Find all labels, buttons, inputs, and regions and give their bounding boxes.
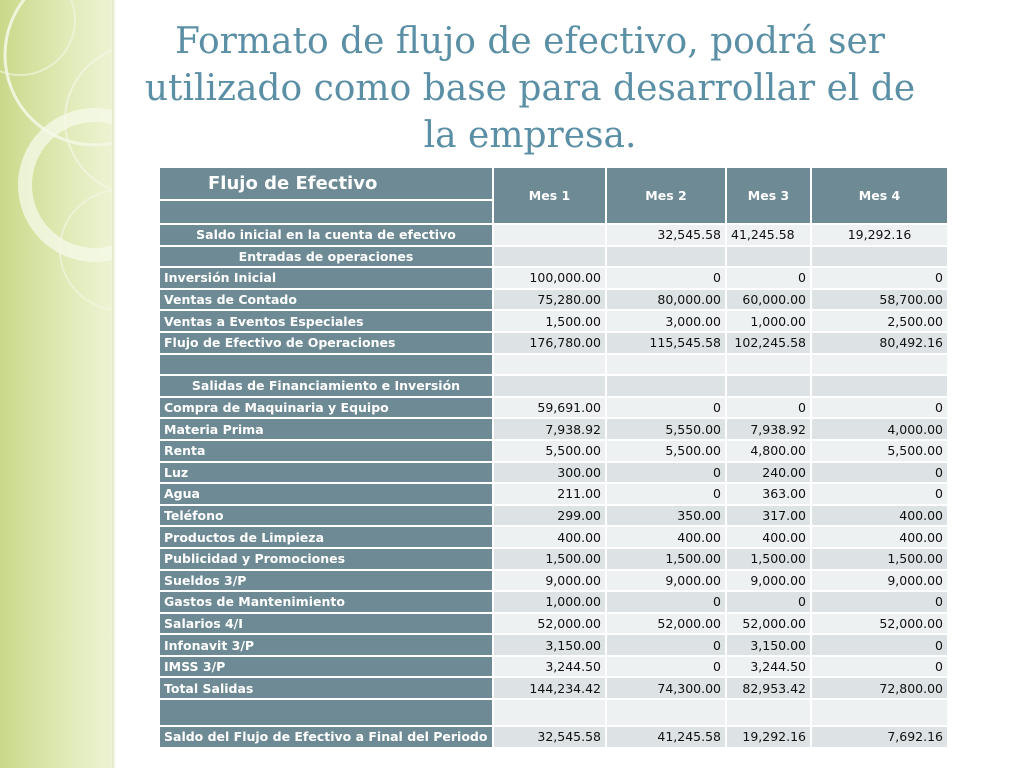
cell-value: 115,545.58 — [606, 332, 726, 354]
cell-value: 52,000.00 — [726, 613, 811, 635]
row-label: Inversión Inicial — [159, 267, 493, 289]
table-row — [159, 462, 948, 484]
final-balance-row — [159, 726, 948, 748]
table-row — [159, 613, 948, 635]
row-label: Productos de Limpieza — [159, 526, 493, 548]
cell-value: 59,691.00 — [493, 397, 606, 419]
cell-value: 299.00 — [493, 505, 606, 527]
cell-value: 0 — [726, 267, 811, 289]
table-row — [159, 677, 948, 699]
empty-cell — [811, 246, 948, 268]
table-row — [159, 440, 948, 462]
row-label: Saldo inicial en la cuenta de efectivo — [159, 224, 493, 246]
cell-value: 3,244.50 — [726, 656, 811, 678]
cell-value: 317.00 — [726, 505, 811, 527]
row-label: Renta — [159, 440, 493, 462]
row-label: Total Salidas — [159, 677, 493, 699]
empty-cell — [811, 699, 948, 726]
empty-cell — [606, 375, 726, 397]
cell-value: 0 — [811, 462, 948, 484]
cell-value: 9,000.00 — [726, 570, 811, 592]
row-label: Ventas a Eventos Especiales — [159, 310, 493, 332]
cell-value: 1,500.00 — [726, 548, 811, 570]
cell-value: 1,500.00 — [493, 548, 606, 570]
month-header: Mes 2 — [606, 167, 726, 224]
cell-value: 80,000.00 — [606, 289, 726, 311]
empty-cell — [493, 699, 606, 726]
cell-value: 3,244.50 — [493, 656, 606, 678]
month-header: Mes 3 — [726, 167, 811, 224]
section-header: Salidas de Financiamiento e Inversión — [159, 375, 493, 397]
cell-value: 7,692.16 — [811, 726, 948, 748]
empty-cell — [811, 354, 948, 376]
cell-value: 74,300.00 — [606, 677, 726, 699]
cell-value: 350.00 — [606, 505, 726, 527]
cell-value: 41,245.58 — [726, 224, 811, 246]
cell-value: 400.00 — [811, 526, 948, 548]
row-label: Materia Prima — [159, 418, 493, 440]
table-row — [159, 505, 948, 527]
cell-value: 1,500.00 — [811, 548, 948, 570]
cell-value: 0 — [726, 397, 811, 419]
cell-value: 240.00 — [726, 462, 811, 484]
cell-value: 52,000.00 — [493, 613, 606, 635]
cell-value: 9,000.00 — [493, 570, 606, 592]
table-row — [159, 397, 948, 419]
table-row — [159, 267, 948, 289]
cell-value: 400.00 — [606, 526, 726, 548]
cell-value: 9,000.00 — [606, 570, 726, 592]
cell-value: 5,500.00 — [493, 440, 606, 462]
cell-value: 0 — [606, 397, 726, 419]
cell-value: 19,292.16 — [726, 726, 811, 748]
cell-value: 1,500.00 — [493, 310, 606, 332]
table-row — [159, 483, 948, 505]
row-label: Flujo de Efectivo de Operaciones — [159, 332, 493, 354]
cell-value: 0 — [606, 483, 726, 505]
table-row — [159, 332, 948, 354]
cell-value: 300.00 — [493, 462, 606, 484]
empty-cell — [726, 246, 811, 268]
cell-value: 100,000.00 — [493, 267, 606, 289]
cell-value: 7,938.92 — [493, 418, 606, 440]
cell-value: 0 — [811, 267, 948, 289]
empty-cell — [811, 375, 948, 397]
cell-value: 1,000.00 — [726, 310, 811, 332]
cell-value: 9,000.00 — [811, 570, 948, 592]
cell-value: 80,492.16 — [811, 332, 948, 354]
cell-value: 1,000.00 — [493, 591, 606, 613]
row-label: Infonavit 3/P — [159, 634, 493, 656]
spacer-row — [159, 699, 948, 726]
cell-value: 32,545.58 — [493, 726, 606, 748]
blank-label-cell — [159, 354, 493, 376]
cell-value: 102,245.58 — [726, 332, 811, 354]
cell-value — [493, 224, 606, 246]
row-label: Sueldos 3/P — [159, 570, 493, 592]
cell-value: 72,800.00 — [811, 677, 948, 699]
row-label: Luz — [159, 462, 493, 484]
empty-cell — [606, 354, 726, 376]
table-row — [159, 418, 948, 440]
cell-value: 144,234.42 — [493, 677, 606, 699]
cell-value: 0 — [811, 483, 948, 505]
cell-value: 0 — [811, 397, 948, 419]
cell-value: 75,280.00 — [493, 289, 606, 311]
empty-cell — [726, 354, 811, 376]
empty-cell — [726, 699, 811, 726]
cell-value: 1,500.00 — [606, 548, 726, 570]
cell-value: 32,545.58 — [606, 224, 726, 246]
table-row — [159, 310, 948, 332]
row-label: Salarios 4/I — [159, 613, 493, 635]
spacer-row — [159, 354, 948, 376]
cell-value: 58,700.00 — [811, 289, 948, 311]
table-row — [159, 570, 948, 592]
row-label: Publicidad y Promociones — [159, 548, 493, 570]
cell-value: 0 — [606, 462, 726, 484]
cell-value: 3,150.00 — [493, 634, 606, 656]
table-row — [159, 289, 948, 311]
table-row — [159, 634, 948, 656]
row-label: Ventas de Contado — [159, 289, 493, 311]
cell-value: 3,150.00 — [726, 634, 811, 656]
cell-value: 176,780.00 — [493, 332, 606, 354]
cell-value: 52,000.00 — [811, 613, 948, 635]
table-row — [159, 526, 948, 548]
cell-value: 0 — [726, 591, 811, 613]
cell-value: 19,292.16 — [811, 224, 948, 246]
cell-value: 4,000.00 — [811, 418, 948, 440]
decorative-side-band — [0, 0, 112, 768]
cell-value: 400.00 — [726, 526, 811, 548]
month-header: Mes 4 — [811, 167, 948, 224]
empty-cell — [726, 375, 811, 397]
cell-value: 82,953.42 — [726, 677, 811, 699]
cell-value: 3,000.00 — [606, 310, 726, 332]
cell-value: 0 — [606, 591, 726, 613]
table-row — [159, 224, 948, 246]
cell-value: 363.00 — [726, 483, 811, 505]
section-header: Entradas de operaciones — [159, 246, 493, 268]
cell-value: 60,000.00 — [726, 289, 811, 311]
cell-value: 0 — [811, 656, 948, 678]
cell-value: 5,550.00 — [606, 418, 726, 440]
row-label: Agua — [159, 483, 493, 505]
cell-value: 2,500.00 — [811, 310, 948, 332]
table-row — [159, 591, 948, 613]
cell-value: 5,500.00 — [811, 440, 948, 462]
section-header-row — [159, 246, 948, 268]
decorative-circles — [0, 0, 112, 768]
table-row — [159, 548, 948, 570]
cash-flow-table — [158, 166, 949, 749]
cell-value: 0 — [606, 267, 726, 289]
table-title: Flujo de Efectivo — [159, 167, 493, 200]
section-header-row — [159, 375, 948, 397]
cell-value: 0 — [606, 634, 726, 656]
blank-label-cell — [159, 699, 493, 726]
cell-value: 400.00 — [811, 505, 948, 527]
cell-value: 5,500.00 — [606, 440, 726, 462]
empty-cell — [606, 246, 726, 268]
table-row — [159, 656, 948, 678]
empty-cell — [493, 354, 606, 376]
cell-value: 41,245.58 — [606, 726, 726, 748]
header-blank-cell — [159, 200, 493, 224]
row-label: Compra de Maquinaria y Equipo — [159, 397, 493, 419]
row-label: IMSS 3/P — [159, 656, 493, 678]
cell-value: 0 — [811, 634, 948, 656]
cell-value: 4,800.00 — [726, 440, 811, 462]
slide-title: Formato de flujo de efectivo, podrá ser utilizado como base para desarrollar el de la empresa. — [144, 21, 916, 156]
empty-cell — [606, 699, 726, 726]
empty-cell — [493, 246, 606, 268]
row-label: Teléfono — [159, 505, 493, 527]
cell-value: 211.00 — [493, 483, 606, 505]
row-label: Saldo del Flujo de Efectivo a Final del Periodo — [159, 726, 493, 748]
cell-value: 52,000.00 — [606, 613, 726, 635]
cell-value: 7,938.92 — [726, 418, 811, 440]
row-label: Gastos de Mantenimiento — [159, 591, 493, 613]
side-band-edge — [112, 0, 116, 768]
empty-cell — [493, 375, 606, 397]
cell-value: 400.00 — [493, 526, 606, 548]
cell-value: 0 — [606, 656, 726, 678]
cell-value: 0 — [811, 591, 948, 613]
month-header: Mes 1 — [493, 167, 606, 224]
